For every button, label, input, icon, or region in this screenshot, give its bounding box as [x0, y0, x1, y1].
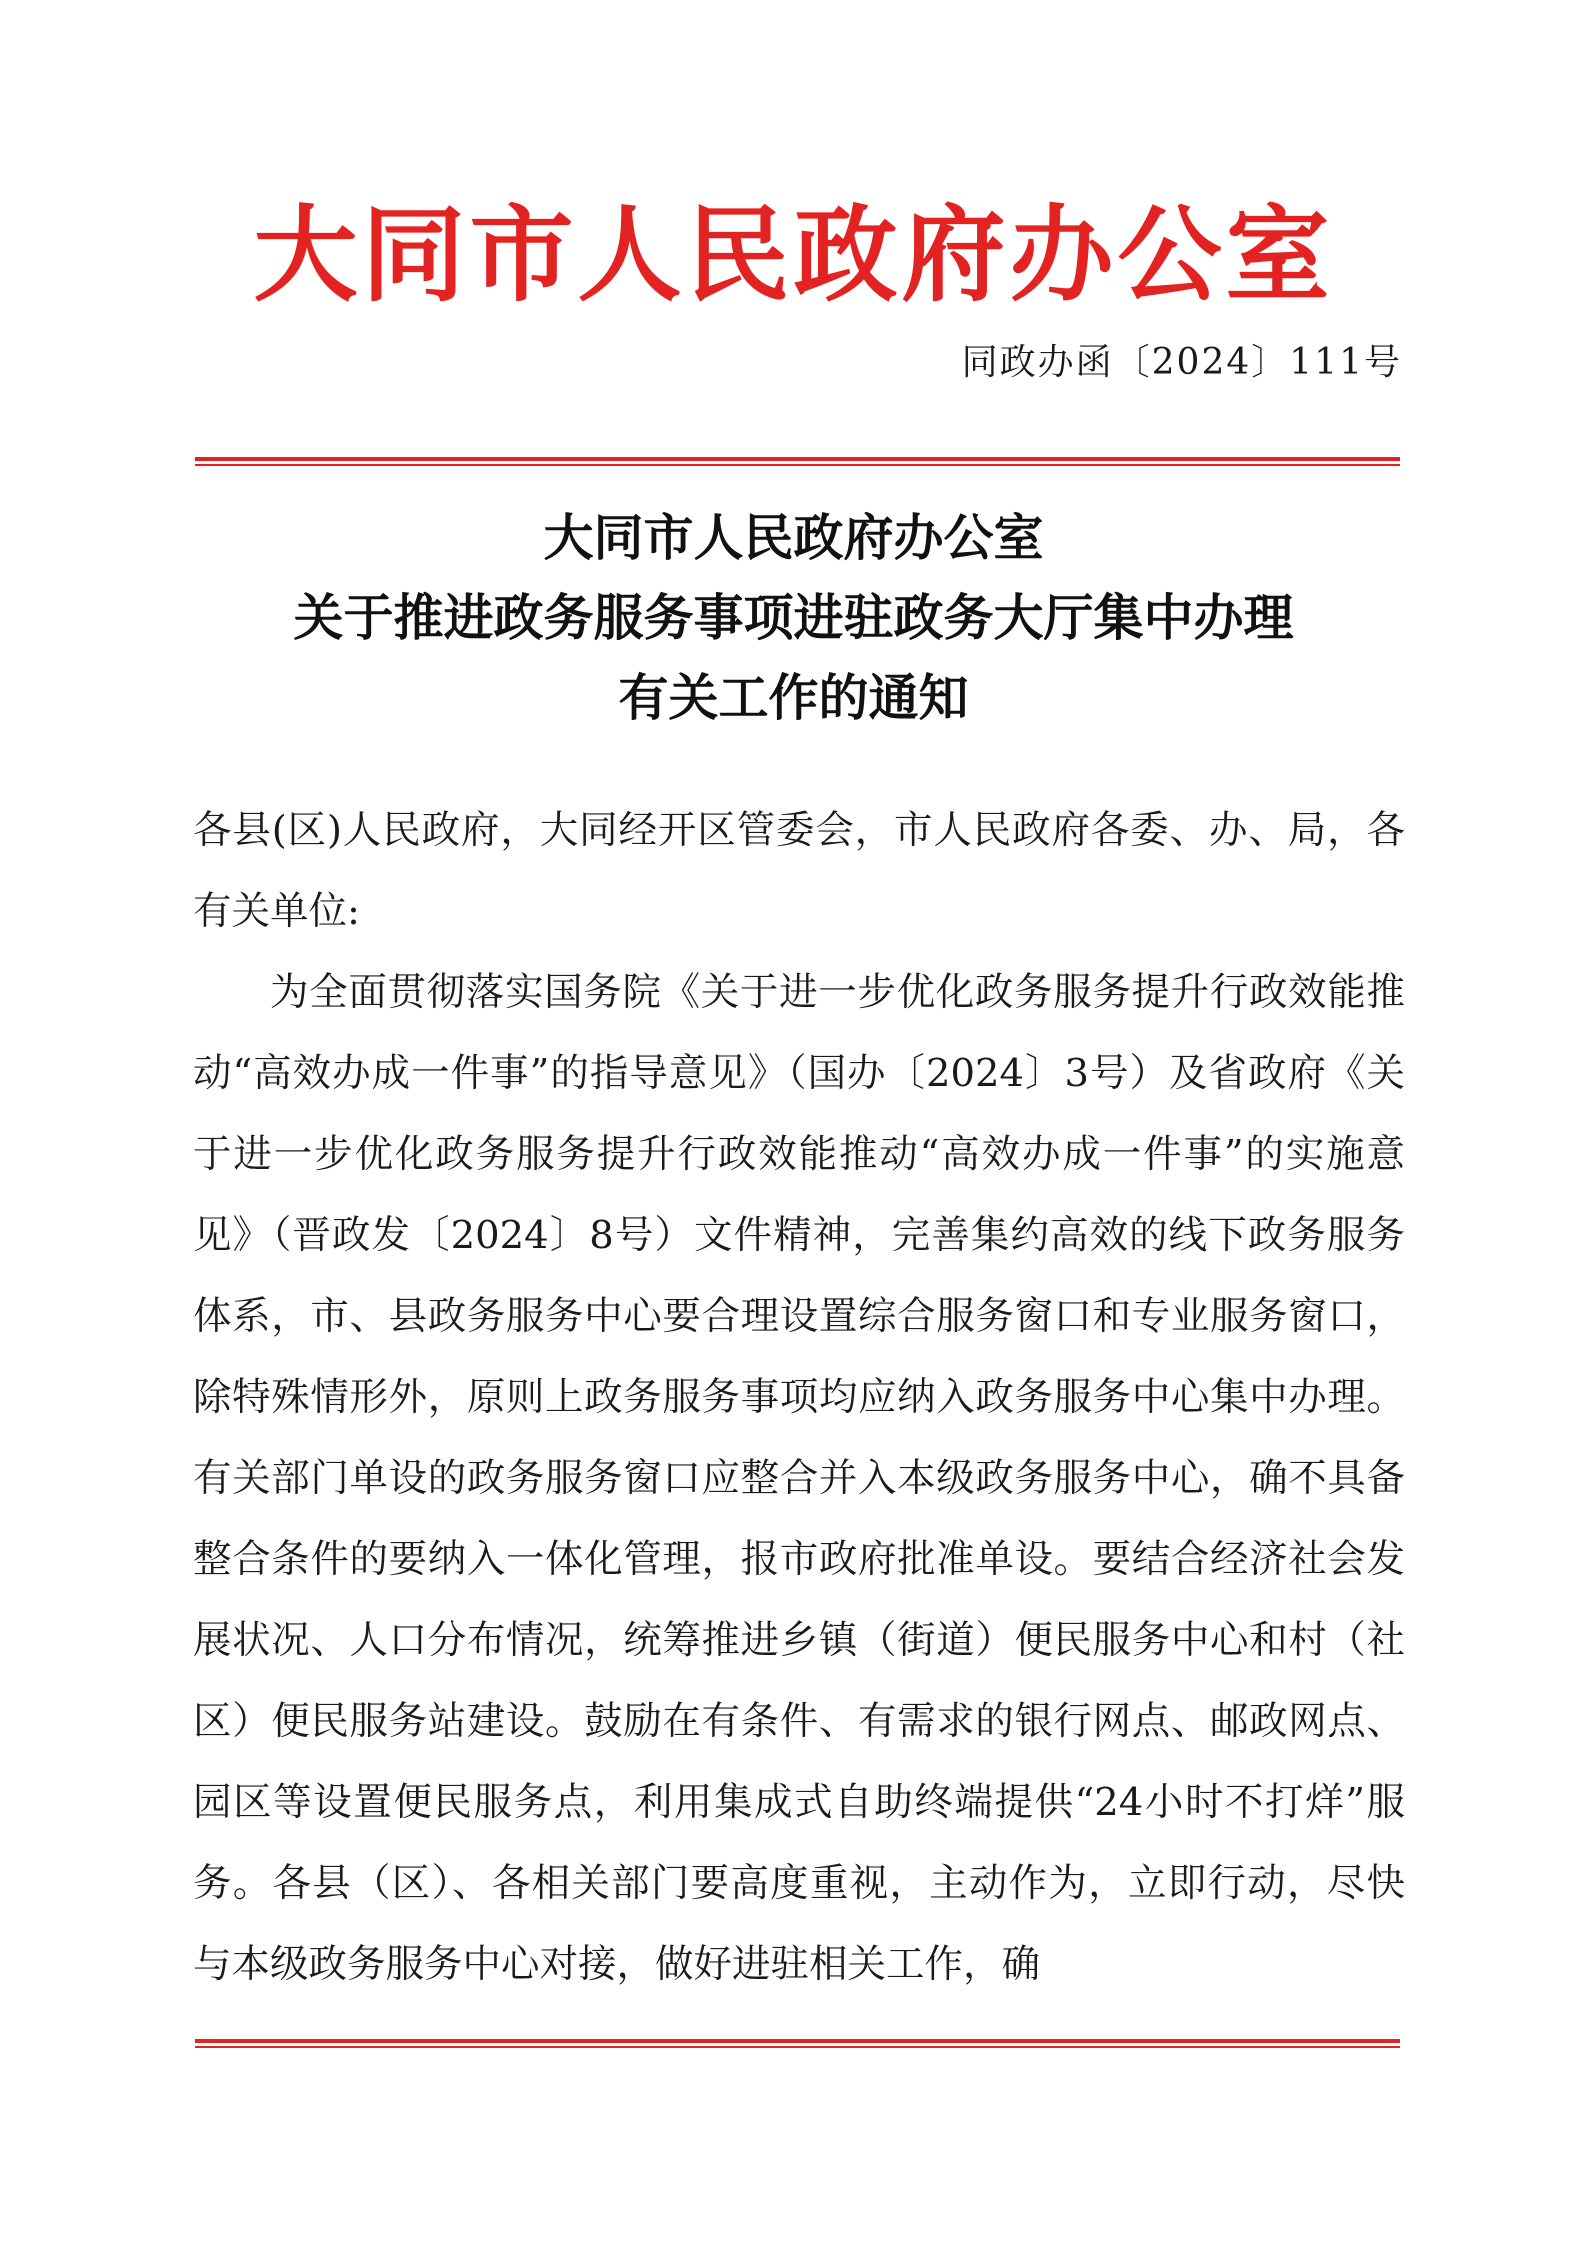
title-line-3: 有关工作的通知 [618, 669, 969, 727]
salutation: 各县(区)人民政府，大同经开区管委会，市人民政府各委、办、局，各有关单位: [193, 808, 1405, 934]
masthead-red-rule-thick [195, 457, 1400, 461]
document-number: 同政办函〔2024〕111号 [961, 342, 1402, 383]
document-body [193, 790, 1405, 2005]
body-paragraph: 为全面贯彻落实国务院《关于进一步优化政务服务提升行政效能推动“高效办成一件事”的指导意见》（国办〔2024〕3号）及省政府《关于进一步优化政务服务提升行政效能推动“高效办成一件事”的实施意见》（晋政发〔2024〕8号）文件精神，完善集约高效的线下政务服务体系，市、县政务服务中心要合理设置综合服务窗口和专业服务窗口，除特殊情形外，原则上政务服务事项均应纳入政务服务中心集中办理。有关部门单设的政务服务窗口应整合并入本级政务服务中心，确不具备整合条件的要纳入一体化管理，报市政府批准单设。要结合经济社会发展状况、人口分布情况，统筹推进乡镇（街道）便民服务中心和村（社区）便民服务站建设。鼓励在有条件、有需求的银行网点、邮政网点、园区等设置便民服务点，利用集成式自助终端提供“24小时不打烊”服务。各县（区）、各相关部门要高度重视，主动作为，立即行动，尽快与本级政务服务中心对接，做好进驻相关工作，确 [193, 970, 1405, 1987]
masthead-red-rule-thin [195, 464, 1400, 466]
footer-red-rule-thin [195, 2046, 1400, 2048]
title-line-1: 大同市人民政府办公室 [543, 509, 1044, 567]
document-title [0, 498, 1587, 738]
title-line-2: 关于推进政务服务事项进驻政务大厅集中办理 [293, 589, 1294, 647]
masthead-title: 大同市人民政府办公室 [253, 194, 1334, 316]
footer-red-rule-thick [195, 2039, 1400, 2043]
